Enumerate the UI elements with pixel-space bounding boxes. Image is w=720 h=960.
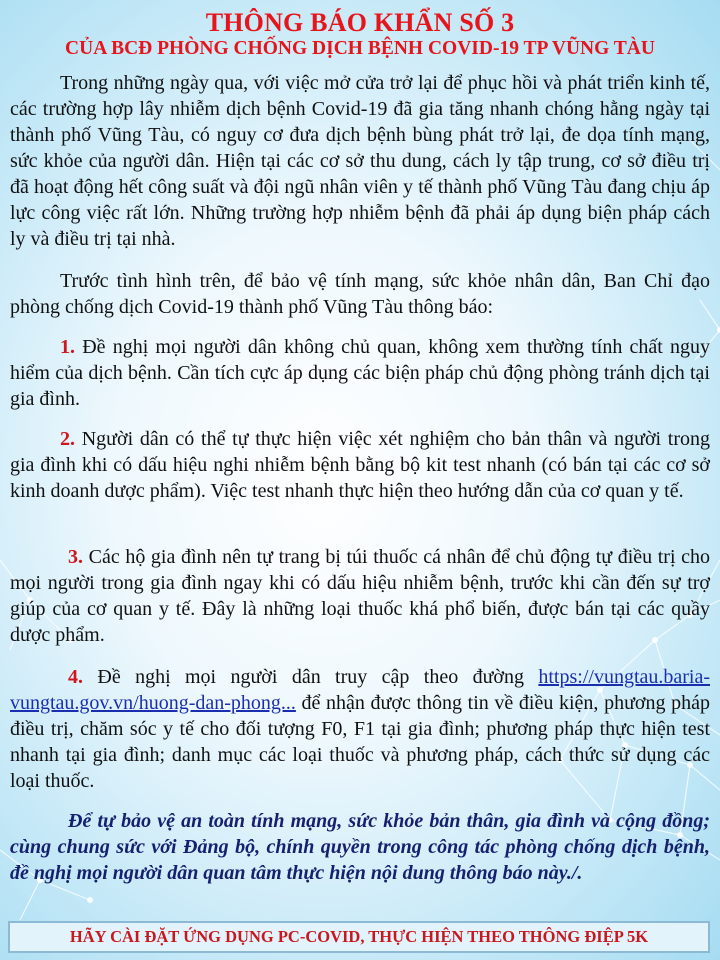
lead-paragraph: Trước tình hình trên, để bảo vệ tính mạng, sức khỏe nhân dân, Ban Chỉ đạo phòng chống dịch Covid-19 thành phố Vũng Tàu thông báo:	[10, 270, 710, 318]
footer-slogan-banner: HÃY CÀI ĐẶT ỨNG DỤNG PC-COVID, THỰC HIỆN THEO THÔNG ĐIỆP 5K	[8, 921, 710, 953]
item-1-paragraph	[10, 334, 710, 412]
item-1-number: 1.	[60, 336, 75, 358]
item-4-text-before: Đề nghị mọi người dân truy cập theo đường	[97, 666, 524, 688]
intro-paragraph: Trong những ngày qua, với việc mở cửa trở lại để phục hồi và phát triển kinh tế, các trường hợp lây nhiễm dịch bệnh Covid-19 đã gia tăng nhanh chóng hằng ngày tại thành phố Vũng Tàu, có nguy cơ đưa dịch bệnh bùng phát trở lại, đe dọa tính mạng, sức khỏe của người dân. Hiện tại các cơ sở thu dung, cách ly tập trung, cơ sở điều trị đã hoạt động hết công suất và đội ngũ nhân viên y tế thành phố Vũng Tàu đang chịu áp lực công việc rất lớn. Những trường hợp nhiễm bệnh đã phải áp dụng biện pháp cách ly và điều trị tại nhà.	[10, 72, 710, 250]
guidance-link[interactable]: https://vungtau.baria-vungtau.gov.vn/huong-dan-phong...	[10, 666, 711, 714]
item-4-text-after: để nhận được thông tin về điều kiện, phương pháp điều trị, chăm sóc y tế cho đối tượng F0, F1 tại gia đình; phương pháp thực hiện test nhanh tại gia đình; danh mục các loại thuốc và phương pháp, cách thức sử dụng các loại thuốc.	[10, 692, 710, 792]
item-4-paragraph	[10, 664, 710, 794]
closing-paragraph: Để tự bảo vệ an toàn tính mạng, sức khỏe bản thân, gia đình và cộng đồng; cùng chung sức với Đảng bộ, chính quyền trong công tác phòng chống dịch bệnh, đề nghị mọi người dân quan tâm thực hiện nội dung thông báo này./.	[10, 810, 710, 884]
item-2-number: 2.	[60, 428, 75, 450]
item-3-paragraph	[10, 544, 710, 648]
item-2-paragraph	[10, 426, 710, 504]
page-subtitle: CỦA BCĐ PHÒNG CHỐNG DỊCH BỆNH COVID-19 TP VŨNG TÀU	[65, 38, 655, 59]
item-1-text: Đề nghị mọi người dân không chủ quan, không xem thường tính chất nguy hiểm của dịch bệnh. Cần tích cực áp dụng các biện pháp chủ động phòng tránh dịch tại gia đình.	[10, 336, 710, 410]
item-2-text: Người dân có thể tự thực hiện việc xét nghiệm cho bản thân và người trong gia đình khi có dấu hiệu nghi nhiễm bệnh bằng bộ kit test nhanh (có bán tại các cơ sở kinh doanh dược phẩm). Việc test nhanh thực hiện theo hướng dẫn của cơ quan y tế.	[10, 428, 711, 502]
item-4-number: 4.	[68, 666, 83, 688]
page-title: THÔNG BÁO KHẨN SỐ 3	[205, 8, 515, 37]
item-3-number: 3.	[68, 546, 83, 568]
item-3-text: Các hộ gia đình nên tự trang bị túi thuốc cá nhân để chủ động tự điều trị cho mọi người trong gia đình ngay khi có dấu hiệu nhiễm bệnh, trước khi cần đến sự trợ giúp của cơ quan y tế. Đây là những loại thuốc khá phổ biến, được bán tại các quầy dược phẩm.	[10, 546, 710, 646]
